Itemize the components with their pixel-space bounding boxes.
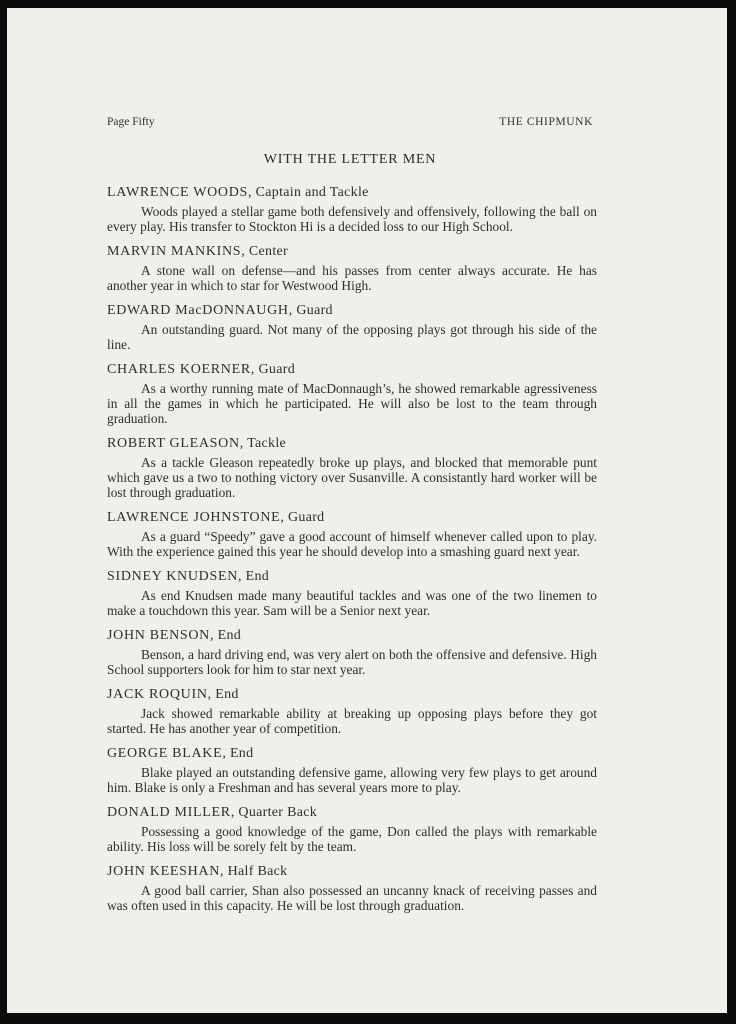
player-heading: SIDNEY KNUDSEN, End <box>107 569 270 584</box>
player-name: MARVIN MANKINS <box>107 244 242 259</box>
player-position: Guard <box>288 510 325 525</box>
player-name: DONALD MILLER <box>107 805 231 820</box>
player-list <box>107 184 597 922</box>
player-entry <box>107 361 597 426</box>
player-entry <box>107 243 597 293</box>
player-name: LAWRENCE JOHNSTONE <box>107 510 281 525</box>
player-description: As a tackle Gleason repeatedly broke up plays, and blocked that memorable punt which gave us a two to nothing victory over Susanville. A consistantly hard worker will be lost through graduation. <box>107 455 597 500</box>
player-heading: MARVIN MANKINS, Center <box>107 244 289 259</box>
player-heading: JOHN BENSON, End <box>107 628 242 643</box>
player-heading: LAWRENCE WOODS, Captain and Tackle <box>107 185 369 200</box>
player-heading: JACK ROQUIN, End <box>107 687 239 702</box>
player-position: Center <box>248 244 289 259</box>
player-heading: ROBERT GLEASON, Tackle <box>107 436 287 451</box>
player-name: CHARLES KOERNER <box>107 362 251 377</box>
player-name: GEORGE BLAKE <box>107 746 223 761</box>
player-heading: DONALD MILLER, Quarter Back <box>107 805 318 820</box>
player-entry <box>107 686 597 736</box>
player-name: JOHN KEESHAN <box>107 864 221 879</box>
player-heading: LAWRENCE JOHNSTONE, Guard <box>107 510 325 525</box>
player-description: Blake played an outstanding defensive game, allowing very few plays to get around him. Blake is only a Freshman and has several years more to play. <box>107 765 597 795</box>
player-heading: GEORGE BLAKE, End <box>107 746 254 761</box>
player-heading: JOHN KEESHAN, Half Back <box>107 864 288 879</box>
player-name: ROBERT GLEASON <box>107 436 240 451</box>
player-description: Woods played a stellar game both defensively and offensively, following the ball on every play. His transfer to Stockton Hi is a decided loss to our High School. <box>107 204 597 234</box>
player-description: Possessing a good knowledge of the game, Don called the plays with remarkable ability. His loss will be sorely felt by the team. <box>107 824 597 854</box>
player-description: As a guard “Speedy” gave a good account of himself whenever called upon to play. With the experience gained this year he should develop into a smashing guard next year. <box>107 529 597 559</box>
player-name: SIDNEY KNUDSEN <box>107 569 239 584</box>
publication-title: THE CHIPMUNK <box>499 116 593 128</box>
page-title: WITH THE LETTER MEN <box>263 152 437 167</box>
player-entry <box>107 184 597 234</box>
player-description: As a worthy running mate of MacDonnaugh’s, he showed remarkable agressiveness in all the games in which he participated. He will also be lost to the team through graduation. <box>107 381 597 426</box>
player-entry <box>107 435 597 500</box>
player-description: A stone wall on defense—and his passes from center always accurate. He has another year in which to star for Westwood High. <box>107 263 597 293</box>
player-entry <box>107 302 597 352</box>
player-position: End <box>217 628 242 643</box>
player-position: End <box>229 746 254 761</box>
player-entry <box>107 568 597 618</box>
player-position: End <box>215 687 239 702</box>
player-entry <box>107 863 597 913</box>
player-name: LAWRENCE WOODS <box>107 185 249 200</box>
player-name: JACK ROQUIN <box>107 687 208 702</box>
player-heading: CHARLES KOERNER, Guard <box>107 362 296 377</box>
player-description: Benson, a hard driving end, was very alert on both the offensive and defensive. High School supporters look for him to star next year. <box>107 647 597 677</box>
player-entry <box>107 804 597 854</box>
player-name: EDWARD MacDONNAUGH <box>107 303 289 318</box>
player-position: Tackle <box>247 436 287 451</box>
player-entry <box>107 627 597 677</box>
player-description: Jack showed remarkable ability at breaking up opposing plays before they got started. He has another year of competition. <box>107 706 597 736</box>
player-position: Guard <box>258 362 296 377</box>
player-position: Half Back <box>227 864 288 879</box>
player-description: An outstanding guard. Not many of the opposing plays got through his side of the line. <box>107 322 597 352</box>
player-heading: EDWARD MacDONNAUGH, Guard <box>107 303 333 318</box>
running-head <box>107 116 593 132</box>
player-description: A good ball carrier, Shan also possessed an uncanny knack of receiving passes and was often used in this capacity. He will be lost through graduation. <box>107 883 597 913</box>
player-name: JOHN BENSON <box>107 628 210 643</box>
player-position: Guard <box>296 303 333 318</box>
player-entry <box>107 509 597 559</box>
player-position: End <box>245 569 270 584</box>
player-position: Captain and Tackle <box>255 185 369 200</box>
player-entry <box>107 745 597 795</box>
player-position: Quarter Back <box>238 805 318 820</box>
yearbook-page <box>7 8 727 1013</box>
page-number-label: Page Fifty <box>107 116 155 128</box>
player-description: As end Knudsen made many beautiful tackles and was one of the two linemen to make a touchdown this year. Sam will be a Senior next year. <box>107 588 597 618</box>
